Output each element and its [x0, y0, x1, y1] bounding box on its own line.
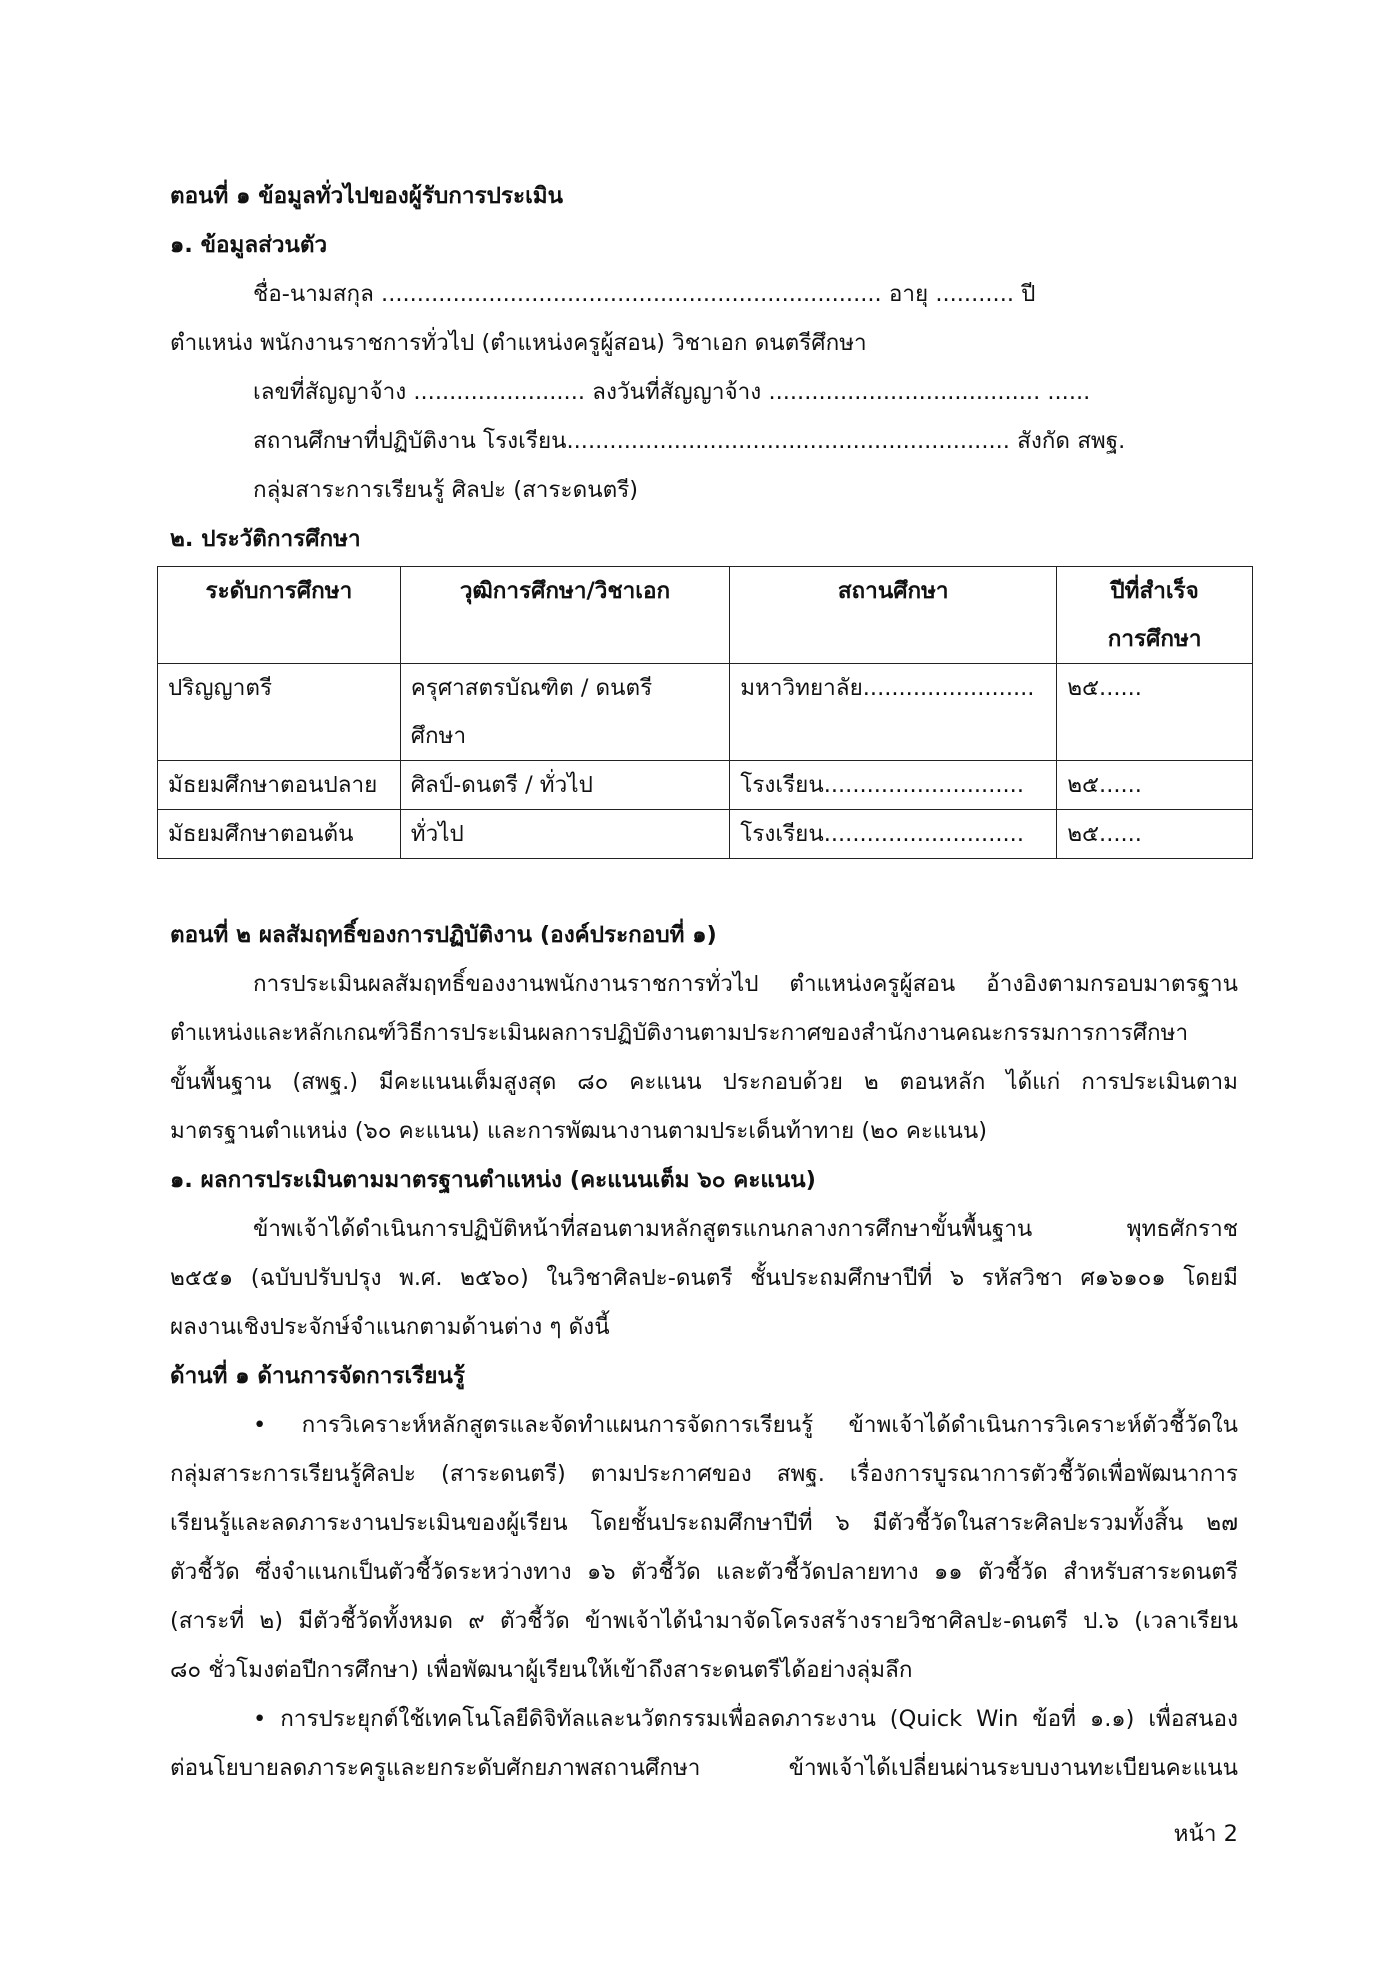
- bullet1-line: เรียนรู้และลดภาระงานประเมินของผู้เรียน โดยชั้นประถมศึกษาปีที่ ๖ มีตัวชี้วัดในสาระศิลปะรวมทั้งสิ้น ๒๗: [170, 1510, 1238, 1536]
- row-institution: มหาวิทยาลัย........................: [730, 664, 1057, 761]
- part1-heading: ตอนที่ ๑ ข้อมูลทั่วไปของผู้รับการประเมิน: [170, 183, 563, 209]
- row-level: ปริญญาตรี: [158, 664, 401, 761]
- header-degree: วุฒิการศึกษา/วิชาเอก: [400, 567, 729, 664]
- standard-line: ๒๕๕๑ (ฉบับปรับปรุง พ.ศ. ๒๕๖๐) ในวิชาศิลปะ-ดนตรี ชั้นประถมศึกษาปีที่ ๖ รหัสวิชา ศ๑๖๑๐๑ โดยมี: [170, 1265, 1238, 1291]
- bullet1-line: • การวิเคราะห์หลักสูตรและจัดทำแผนการจัดการเรียนรู้ ข้าพเจ้าได้ดำเนินการวิเคราะห์ตัวชี้วัดใน: [253, 1412, 1238, 1438]
- header-institution: สถานศึกษา: [730, 567, 1057, 664]
- row-degree: ทั่วไป: [400, 810, 729, 859]
- aspect-heading: ด้านที่ ๑ ด้านการจัดการเรียนรู้: [170, 1363, 465, 1389]
- standard-line: ผลงานเชิงประจักษ์จำแนกตามด้านต่าง ๆ ดังนี้: [170, 1314, 610, 1340]
- header-level: ระดับการศึกษา: [158, 567, 401, 664]
- school-line: สถานศึกษาที่ปฏิบัติงาน โรงเรียน.............................................................. สังกัด สพฐ.: [253, 428, 1126, 454]
- intro-line: ขั้นพื้นฐาน (สพฐ.) มีคะแนนเต็มสูงสุด ๘๐ คะแนน ประกอบด้วย ๒ ตอนหลัก ได้แก่ การประเมินตาม: [170, 1069, 1238, 1095]
- table-row: [158, 761, 1253, 810]
- bullet1-line: ตัวชี้วัด ซึ่งจำแนกเป็นตัวชี้วัดระหว่างทาง ๑๖ ตัวชี้วัด และตัวชี้วัดปลายทาง ๑๑ ตัวชี้วัด สำหรับสาระดนตรี: [170, 1559, 1238, 1585]
- part2-heading: ตอนที่ ๒ ผลสัมฤทธิ์ของการปฏิบัติงาน (องค์ประกอบที่ ๑): [170, 922, 717, 948]
- bullet2-line: • การประยุกต์ใช้เทคโนโลยีดิจิทัลและนวัตกรรมเพื่อลดภาระงาน (Quick Win ข้อที่ ๑.๑) เพื่อสนอง: [253, 1706, 1238, 1732]
- table-row: [158, 664, 1253, 761]
- row-year: ๒๕......: [1057, 761, 1253, 810]
- row-institution: โรงเรียน............................: [730, 810, 1057, 859]
- contract-line: เลขที่สัญญาจ้าง ........................ ลงวันที่สัญญาจ้าง ...................................... ......: [253, 379, 1091, 405]
- bullet2-line: ต่อนโยบายลดภาระครูและยกระดับศักยภาพสถานศึกษา ข้าพเจ้าได้เปลี่ยนผ่านระบบงานทะเบียนคะแนน: [170, 1755, 1238, 1781]
- header-year: ปีที่สำเร็จ การศึกษา: [1057, 567, 1253, 664]
- table-row: [158, 810, 1253, 859]
- row-institution: โรงเรียน............................: [730, 761, 1057, 810]
- standard-line: ข้าพเจ้าได้ดำเนินการปฏิบัติหน้าที่สอนตามหลักสูตรแกนกลางการศึกษาขั้นพื้นฐาน พุทธศักราช: [253, 1216, 1238, 1242]
- position-line: ตำแหน่ง พนักงานราชการทั่วไป (ตำแหน่งครูผู้สอน) วิชาเอก ดนตรีศึกษา: [170, 330, 867, 356]
- row-year: ๒๕......: [1057, 810, 1253, 859]
- personal-info-heading: ๑. ข้อมูลส่วนตัว: [170, 232, 328, 258]
- standard-heading: ๑. ผลการประเมินตามมาตรฐานตำแหน่ง (คะแนนเต็ม ๖๐ คะแนน): [170, 1167, 816, 1193]
- name-age-line: ชื่อ-นามสกุล ...................................................................... อายุ ........... ปี: [253, 281, 1036, 307]
- education-table: [157, 566, 1253, 859]
- table-header-row: [158, 567, 1253, 664]
- bullet1-line: กลุ่มสาระการเรียนรู้ศิลปะ (สาระดนตรี) ตามประกาศของ สพฐ. เรื่องการบูรณาการตัวชี้วัดเพื่อพัฒนาการ: [170, 1461, 1238, 1487]
- subject-group-line: กลุ่มสาระการเรียนรู้ ศิลปะ (สาระดนตรี): [253, 477, 639, 503]
- row-degree: ศิลป์-ดนตรี / ทั่วไป: [400, 761, 729, 810]
- intro-line: มาตรฐานตำแหน่ง (๖๐ คะแนน) และการพัฒนางานตามประเด็นท้าทาย (๒๐ คะแนน): [170, 1118, 988, 1144]
- page-number: หน้า 2: [1173, 1821, 1238, 1847]
- bullet1-line: (สาระที่ ๒) มีตัวชี้วัดทั้งหมด ๙ ตัวชี้วัด ข้าพเจ้าได้นำมาจัดโครงสร้างรายวิชาศิลปะ-ดนตรี ป.๖ (เวลาเรียน: [170, 1608, 1238, 1634]
- bullet1-line: ๘๐ ชั่วโมงต่อปีการศึกษา) เพื่อพัฒนาผู้เรียนให้เข้าถึงสาระดนตรีได้อย่างลุ่มลึก: [170, 1657, 913, 1683]
- intro-line: การประเมินผลสัมฤทธิ์ของงานพนักงานราชการทั่วไป ตำแหน่งครูผู้สอน อ้างอิงตามกรอบมาตรฐาน: [253, 971, 1238, 997]
- row-level: มัธยมศึกษาตอนปลาย: [158, 761, 401, 810]
- education-heading: ๒. ประวัติการศึกษา: [170, 526, 361, 552]
- document-page: [170, 172, 1238, 1793]
- row-degree: ครุศาสตรบัณฑิต / ดนตรี ศึกษา: [400, 664, 729, 761]
- row-year: ๒๕......: [1057, 664, 1253, 761]
- row-level: มัธยมศึกษาตอนต้น: [158, 810, 401, 859]
- intro-line: ตำแหน่งและหลักเกณฑ์วิธีการประเมินผลการปฏิบัติงานตามประกาศของสำนักงานคณะกรรมการการศึกษา: [170, 1020, 1189, 1046]
